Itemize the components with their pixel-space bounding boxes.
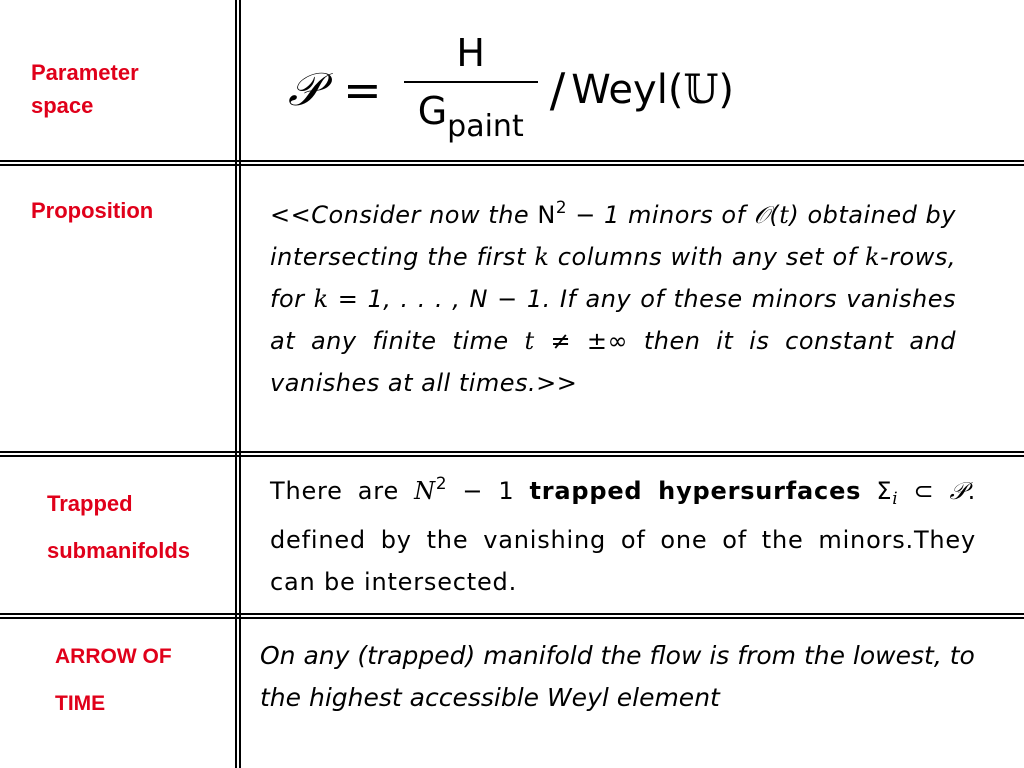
column-divider: [235, 0, 241, 768]
proposition-text: <<Consider now the $N^2 - 1$ minors of 𝒪(t) obtained by intersecting the first k columns with any set of k-rows, for k = 1, . . . , N − 1. If any of these minors vanishes at any finite time t ≠ ±∞ then it is constant and vanishes at all times.>>: [270, 197, 956, 398]
parameter-space-formula: [288, 30, 734, 150]
row-divider-2: [0, 451, 1024, 457]
trapped-submanifolds-label: Trapped submanifolds: [47, 491, 191, 563]
formula-equals: =: [343, 63, 382, 117]
formula-weyl: Weyl(𝕌): [571, 67, 734, 113]
parameter-space-label: Parameter space: [31, 60, 139, 118]
formula-lhs: 𝒫: [288, 62, 322, 116]
row-divider-1: [0, 160, 1024, 166]
fraction-numerator: H: [456, 31, 485, 75]
arrow-of-time-text: On any (trapped) manifold the flow is from the lowest, to the highest accessible Weyl element: [260, 641, 975, 712]
row-divider-3: [0, 613, 1024, 619]
arrow-of-time-label: ARROW OF TIME: [55, 645, 172, 715]
fraction-denominator: $G_{paint}$: [417, 89, 524, 144]
formula-fraction: [404, 31, 538, 149]
trapped-submanifolds-text: There are $N^2 - 1$ trapped hypersurfaces $\Sigma_i$ ⊂ 𝒫. defined by the vanishing of one of the minors.They can be intersected.: [270, 473, 977, 597]
proposition-label: Proposition: [31, 198, 154, 223]
formula-slash: /: [549, 63, 566, 117]
